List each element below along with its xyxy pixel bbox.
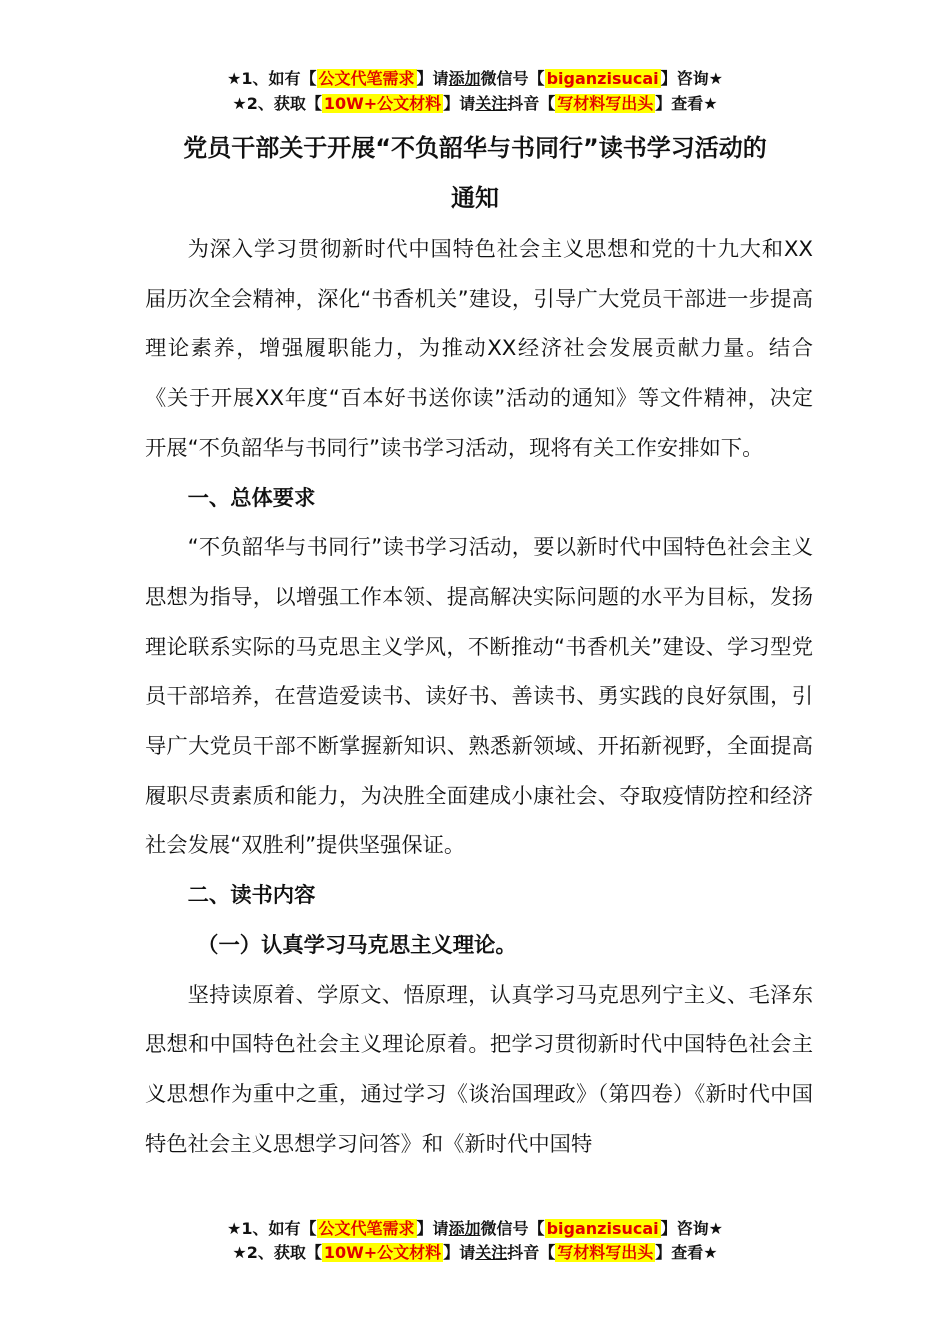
ad-banner-line-2 xyxy=(0,93,950,115)
document-body xyxy=(145,225,813,1169)
ad-text: 】请 xyxy=(443,94,476,113)
ad-text: 】查看★ xyxy=(655,1243,718,1262)
ad-highlight: biganzisucai xyxy=(546,1219,659,1238)
ad-text: 抖音【 xyxy=(507,1243,556,1262)
ad-text: ★1、如有【 xyxy=(227,1219,317,1238)
ad-text: ★2、获取【 xyxy=(232,94,322,113)
ad-highlight: 公文代笔需求 xyxy=(318,1219,415,1238)
ad-highlight: 10W+公文材料 xyxy=(323,1243,442,1262)
ad-highlight: 写材料写出头 xyxy=(557,94,654,113)
ad-underlined-text: 关注 xyxy=(475,1243,508,1262)
ad-highlight: 写材料写出头 xyxy=(557,1243,654,1262)
intro-paragraph: 为深入学习贯彻新时代中国特色社会主义思想和党的十九大和XX届历次全会精神，深化“书香机关”建设，引导广大党员干部进一步提高理论素养，增强履职能力，为推动XX经济社会发展贡献力量。结合《关于开展XX年度“百本好书送你读”活动的通知》等文件精神，决定开展“不负韶华与书同行”读书学习活动，现将有关工作安排如下。 xyxy=(145,237,813,461)
subsection-heading: （一）认真学习马克思主义理论。 xyxy=(197,932,517,958)
ad-underlined-text: 关注 xyxy=(475,94,508,113)
ad-text: 】咨询★ xyxy=(660,1219,723,1238)
ad-text: 】请 xyxy=(416,1219,449,1238)
ad-text: ★2、获取【 xyxy=(232,1243,322,1262)
ad-text: 微信号【 xyxy=(480,1219,545,1238)
document-title-line-1: 党员干部关于开展“不负韶华与书同行”读书学习活动的 xyxy=(183,134,767,162)
ad-text: 】请 xyxy=(416,69,449,88)
ad-highlight: 10W+公文材料 xyxy=(323,94,442,113)
ad-text: 】请 xyxy=(443,1243,476,1262)
ad-text: 】咨询★ xyxy=(660,69,723,88)
section-heading: 一、总体要求 xyxy=(187,485,316,511)
ad-highlight: 公文代笔需求 xyxy=(318,69,415,88)
ad-banner-line-1 xyxy=(0,1218,950,1240)
ad-highlight: biganzisucai xyxy=(546,69,659,88)
ad-text: 微信号【 xyxy=(480,69,545,88)
ad-text: ★1、如有【 xyxy=(227,69,317,88)
document-title-line-2: 通知 xyxy=(451,184,499,212)
ad-text: 抖音【 xyxy=(507,94,556,113)
body-paragraph: “不负韶华与书同行”读书学习活动，要以新时代中国特色社会主义思想为指导，以增强工作本领、提高解决实际问题的水平为目标，发扬理论联系实际的马克思主义学风，不断推动“书香机关”建设、学习型党员干部培养，在营造爱读书、读好书、善读书、勇实践的良好氛围，引导广大党员干部不断掌握新知识、熟悉新领域、开拓新视野，全面提高履职尽责素质和能力，为决胜全面建成小康社会、夺取疫情防控和经济社会发展“双胜利”提供坚强保证。 xyxy=(145,535,813,859)
ad-text: 】查看★ xyxy=(655,94,718,113)
ad-banner-line-2 xyxy=(0,1242,950,1264)
section-heading: 二、读书内容 xyxy=(187,883,316,909)
body-paragraph: 坚持读原着、学原文、悟原理，认真学习马克思列宁主义、毛泽东思想和中国特色社会主义理论原着。把学习贯彻新时代中国特色社会主义思想作为重中之重，通过学习《谈治国理政》（第四卷）《新时代中国特色社会主义思想学习问答》和《新时代中国特 xyxy=(145,982,813,1157)
ad-underlined-text: 添加 xyxy=(448,69,481,88)
ad-underlined-text: 添加 xyxy=(448,1219,481,1238)
ad-banner-line-1 xyxy=(0,68,950,90)
